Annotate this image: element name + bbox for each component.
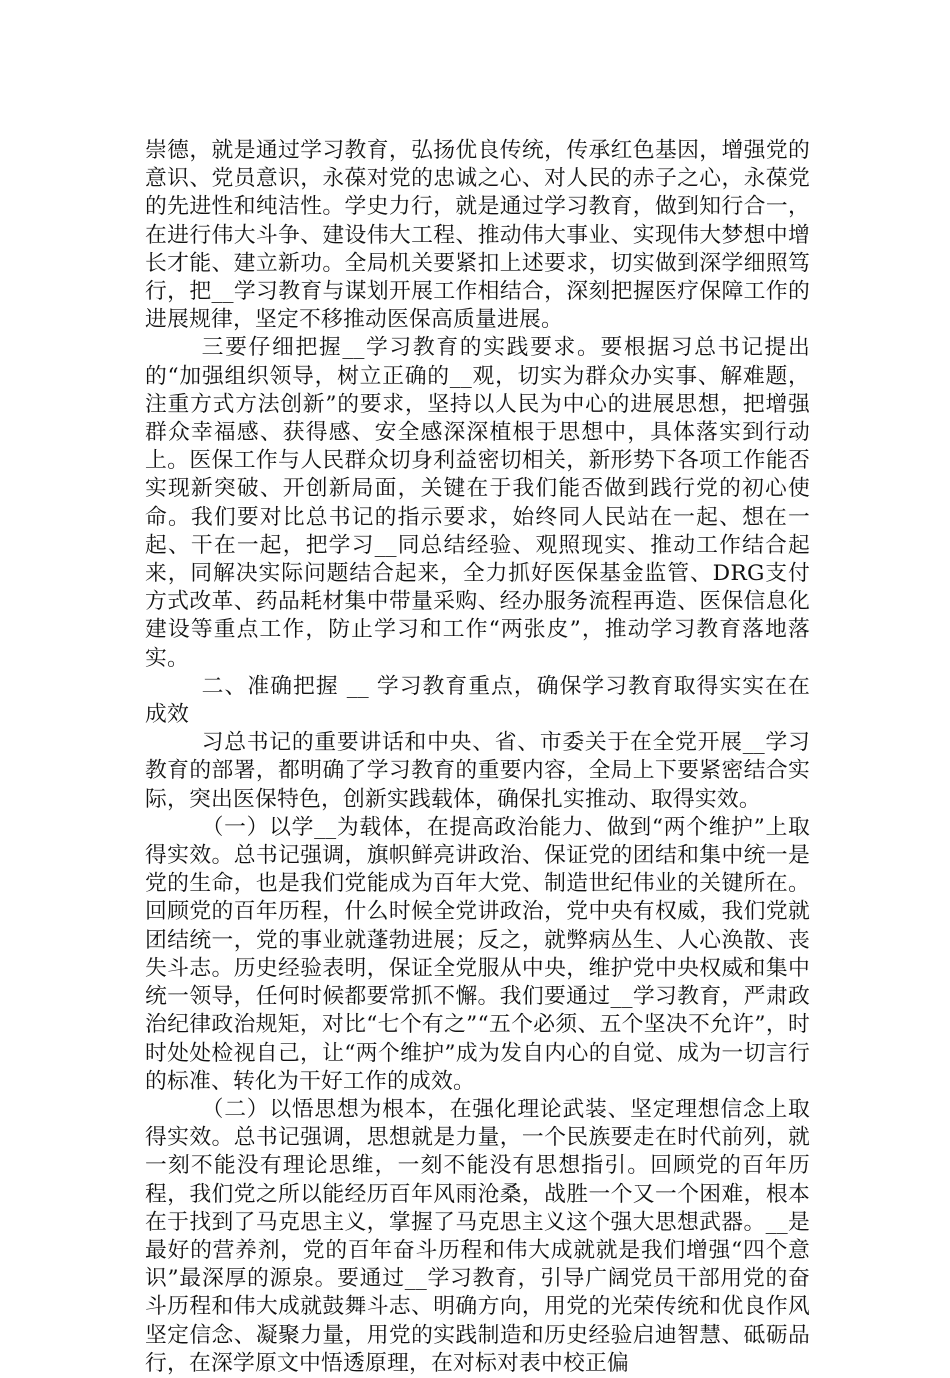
section-heading: 二、准确把握 __ 学习教育重点，确保学习教育取得实实在在成效 (145, 673, 810, 728)
document-body (145, 137, 810, 1378)
paragraph-1: 崇德，就是通过学习教育，弘扬优良传统，传承红色基因，增强党的意识、党员意识，永葆对党的忠诚之心、对人民的赤子之心，永葆党的先进性和纯洁性。学史力行，就是通过学习教育，做到知行合一，在进行伟大斗争、建设伟大工程、推动伟大事业、实现伟大梦想中增长才能、建立新功。全局机关要紧扣上述要求，切实做到深学细照笃行，把__学习教育与谋划开展工作相结合，深刻把握医疗保障工作的进展规律，坚定不移推动医保高质量进展。 (145, 138, 810, 333)
paragraph-2: 三要仔细把握__学习教育的实践要求。要根据习总书记提出的“加强组织领导，树立正确的__观，切实为群众办实事、解难题，注重方式方法创新”的要求，坚持以人民为中心的进展思想，把增强群众幸福感、获得感、安全感深深植根于思想中，具体落实到行动上。医保工作与人民群众切身利益密切相关，新形势下各项工作能否实现新突破、开创新局面，关键在于我们能否做到践行党的初心使命。我们要对比总书记的指示要求，始终同人民站在一起、想在一起、干在一起，把学习__同总结经验、观照现实、推动工作结合起来，同解决实际问题结合起来，全力抓好医保基金监管、DRG支付方式改革、药品耗材集中带量采购、经办服务流程再造、医保信息化建设等重点工作，防止学习和工作“两张皮”，推动学习教育落地落实。 (145, 335, 810, 671)
paragraph-3: 习总书记的重要讲话和中央、省、市委关于在全党开展__学习教育的部署，都明确了学习教育的重要内容，全局上下要紧密结合实际，突出医保特色，创新实践载体，确保扎实推动、取得实效。 (145, 730, 810, 812)
paragraph-4: （一）以学__为载体，在提高政治能力、做到“两个维护”上取得实效。总书记强调，旗帜鲜亮讲政治、保证党的团结和集中统一是党的生命，也是我们党能成为百年大党、制造世纪伟业的关键所在。回顾党的百年历程，什么时候全党讲政治，党中央有权威，我们党就团结统一，党的事业就蓬勃进展；反之，就弊病丛生、人心涣散、丧失斗志。历史经验表明，保证全党服从中央，维护党中央权威和集中统一领导，任何时候都要常抓不懈。我们要通过__学习教育，严肃政治纪律政治规矩，对比“七个有之”“五个必须、五个坚决不允许”，时时处处检视自己，让“两个维护”成为发自内心的自觉、成为一切言行的标准、转化为干好工作的成效。 (145, 814, 810, 1094)
paragraph-5: （二）以悟思想为根本，在强化理论武装、坚定理想信念上取得实效。总书记强调，思想就是力量，一个民族要走在时代前列，就一刻不能没有理论思维，一刻不能没有思想指引。回顾党的百年历程，我们党之所以能经历百年风雨沧桑，战胜一个又一个困难，根本在于找到了马克思主义，掌握了马克思主义这个强大思想武器。__是最好的营养剂，党的百年奋斗历程和伟大成就就是我们增强“四个意识”最深厚的源泉。要通过__学习教育，引导广阔党员干部用党的奋斗历程和伟大成就鼓舞斗志、明确方向，用党的光荣传统和优良作风坚定信念、凝聚力量，用党的实践制造和历史经验启迪智慧、砥砺品行，在深学原文中悟透原理，在对标对表中校正偏 (145, 1096, 810, 1376)
